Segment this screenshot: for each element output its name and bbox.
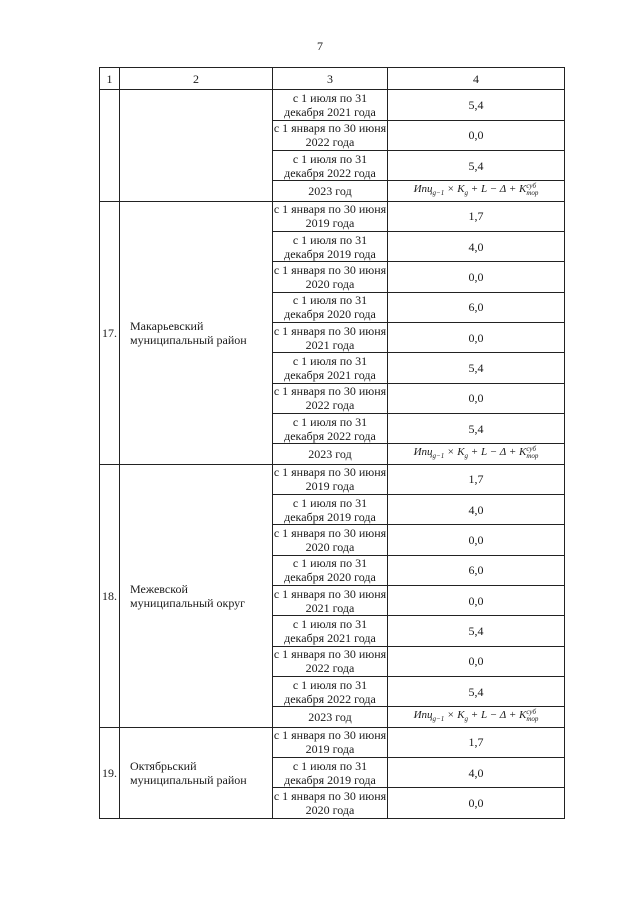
value-cell: 4,0 [388,758,565,788]
value-cell: 5,4 [388,150,565,180]
value-cell: 6,0 [388,292,565,322]
period-cell: с 1 января по 30 июня 2019 года [273,728,387,757]
period-cell: с 1 января по 30 июня 2020 года [273,525,387,554]
value-cell: 0,0 [388,322,565,352]
value-cell: 4,0 [388,494,565,524]
period-cell: с 1 января по 30 июня 2019 года [273,465,387,494]
value-cell: 5,4 [388,676,565,706]
value-cell: 1,7 [388,201,565,231]
period-cell: с 1 июля по 31 декабря 2020 года [273,555,388,585]
period-cell: с 1 января по 30 июня 2022 года [273,384,387,413]
period-cell: с 1 января по 30 июня 2022 года [273,647,387,676]
municipality-name: Межевской муниципальный округ [120,464,273,727]
row-number-cell: 18. [100,464,120,727]
value-cell: 0,0 [388,262,565,292]
header-col-3: 3 [273,68,388,90]
value-cell: 1,7 [388,464,565,494]
formula-cell [388,707,565,727]
period-cell: с 1 июля по 31 декабря 2021 года [273,90,388,120]
municipality-name: Октябрьский муниципальный район [120,727,273,818]
formula-cell [388,444,565,464]
value-cell: 1,7 [388,727,565,757]
municipality-name: Макарьевский муниципальный район [120,201,273,464]
row-number-cell: 17. [100,201,120,464]
value-cell: 0,0 [388,585,565,615]
period-cell: с 1 июля по 31 декабря 2022 года [273,413,388,443]
period-cell: с 1 января по 30 июня 2020 года [273,262,387,291]
period-cell: с 1 июля по 31 декабря 2019 года [273,231,388,261]
page-number: 7 [317,39,323,53]
period-cell: с 1 июля по 31 декабря 2022 года [273,150,388,180]
period-cell: с 1 июля по 31 декабря 2021 года [273,353,388,383]
formula-cell [388,181,565,201]
value-cell: 0,0 [388,120,565,150]
period-cell: с 1 января по 30 июня 2021 года [273,586,387,615]
tariff-formula: $Ипц_{g-1} \times K_g + L - \Delta + K$ суб тор [413,445,539,461]
row-number-cell [100,90,120,201]
header-row [100,68,565,90]
tariff-formula: $Ипц_{g-1} \times K_g + L - \Delta + K$ суб тор [413,708,539,724]
period-cell: 2023 год [273,707,388,727]
row-number-cell: 19. [100,727,120,818]
period-cell: с 1 января по 30 июня 2019 года [273,202,387,231]
value-cell: 0,0 [388,788,565,819]
period-cell: с 1 июля по 31 декабря 2020 года [273,292,388,322]
table-row [100,464,565,494]
value-cell: 0,0 [388,525,565,555]
period-cell: с 1 июля по 31 декабря 2022 года [273,676,388,706]
municipality-cell [120,90,273,201]
value-cell: 5,4 [388,616,565,646]
value-cell: 0,0 [388,646,565,676]
value-cell: 5,4 [388,353,565,383]
table-body [100,68,565,819]
value-cell: 0,0 [388,383,565,413]
period-cell: с 1 июля по 31 декабря 2021 года [273,616,388,646]
period-cell: 2023 год [273,444,388,464]
period-cell: с 1 января по 30 июня 2022 года [273,121,387,150]
value-cell: 5,4 [388,90,565,120]
tariff-formula: $Ипц_{g-1} \times K_g + L - \Delta + K$ суб тор [413,182,539,198]
table-row [100,90,565,120]
period-cell: с 1 января по 30 июня 2020 года [273,789,387,818]
header-col-4: 4 [388,68,565,90]
value-cell: 4,0 [388,231,565,261]
table-row [100,727,565,757]
tariff-table [99,67,565,819]
period-cell: с 1 июля по 31 декабря 2019 года [273,494,388,524]
period-cell: с 1 января по 30 июня 2021 года [273,323,387,352]
table-row [100,201,565,231]
value-cell: 6,0 [388,555,565,585]
header-col-1: 1 [100,68,120,90]
header-col-2: 2 [120,68,273,90]
period-cell: с 1 июля по 31 декабря 2019 года [273,758,388,788]
value-cell: 5,4 [388,413,565,443]
period-cell: 2023 год [273,181,388,201]
